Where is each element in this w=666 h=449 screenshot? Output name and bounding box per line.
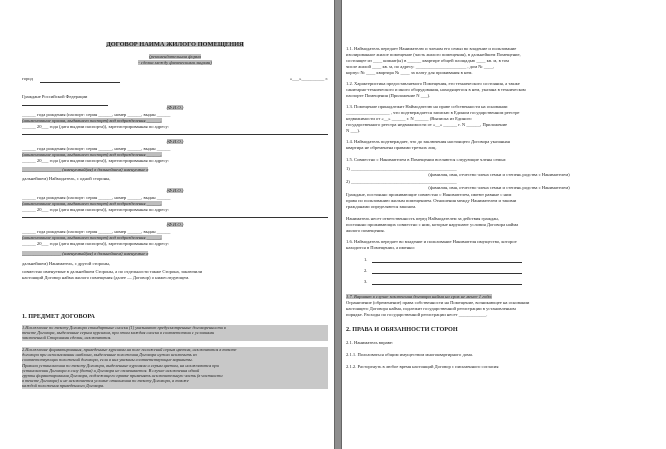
- para-1-2-line-1: 1.2. Характеристика предоставляемого Помещения, его технического состояния, а также: [346, 81, 520, 86]
- person-2-line-4: _________________ (именуемый(ая) в дальнейшем) именуемые в: [22, 167, 149, 172]
- para-1-6-line-2: находится в Помещении, а именно:: [346, 245, 416, 250]
- para-1-1-line-4: числе жилой ____ кв. м, по адресу: ______________________ , дом № ____,: [346, 64, 495, 69]
- family-member-1: 1) ______________________________________________: [346, 166, 457, 171]
- person-1-line-2: (наименование органа, выдавшего паспорт) код подразделения ______,: [22, 118, 162, 123]
- para-1-7-line-3: настоящего Договора найма, подлежит государственной регистрации в установленном: [346, 306, 516, 311]
- fio-label-3: (Ф.И.О.): [166, 188, 184, 193]
- family-text-1: Граждане, постоянно проживающие совместно с Нанимателем, имеют равные с ним: [346, 192, 512, 197]
- family-caption-2: (фамилия, имя, отчество члена семьи и степень родства с Нанимателем): [428, 185, 570, 190]
- para-1-4-line-2: квартира не обременена правами третьих лиц.: [346, 145, 437, 150]
- city-underline: [40, 82, 120, 83]
- para-2-1-1: 2.1.1. Пользоваться общим имуществом многоквартирного дома.: [346, 352, 474, 357]
- para-2-1-2: 2.1.2. Расторгнуть в любое время настоящий Договор с письменного согласия: [346, 364, 499, 369]
- para-1-3-line-2: ___________________ , что подтверждается записью в Едином государственном реестре: [346, 110, 520, 115]
- para-1-4-line-1: 1.4. Наймодатель подтверждает, что до заключения настоящего Договора указанная: [346, 139, 510, 144]
- family-member-2: 2) ______________________________________________: [346, 179, 457, 184]
- subtitle-line-2: - сделка между физическими лицами): [138, 60, 212, 65]
- family-caption-1: (фамилия, имя, отчество члена семьи и степень родства с Нанимателем): [428, 172, 570, 177]
- para-1-1-line-1: 1.1. Наймодатель передает Нанимателю и членам его семьи во владение и пользование: [346, 46, 517, 51]
- person-4-line-2: (наименование органа, выдавшего паспорт) код подразделения ______,: [22, 235, 162, 240]
- resp-line-1: Наниматель несет ответственность перед Наймодателем за действия граждан,: [346, 216, 499, 221]
- para-1-6-line-1: 1.6. Наймодатель передает во владение и пользование Нанимателя имущество, которое: [346, 239, 517, 244]
- fio-label-2: (Ф.И.О.): [166, 139, 184, 144]
- para-1-1-line-2: изолированное жилое помещение (часть жилого помещения), в дальнейшем Помещение,: [346, 52, 521, 57]
- para-1-1-line-3: состоящее из ____ комнат(ы) в ______ квартире общей площадью ____ кв. м, в том: [346, 58, 509, 63]
- section-1-heading: 1. ПРЕДМЕТ ДОГОВОРА: [22, 314, 95, 320]
- family-text-3: гражданами определяются законом.: [346, 204, 417, 209]
- para-1-7-line-4: порядке. Расходы по государственной регистрации несет ____________.: [346, 312, 488, 317]
- property-item-2-underline: [372, 273, 522, 274]
- instruction-note-2: 2.Исключение форматирования, приведенные курсивом на поле положений серым цветом, исключаются в тексте договора при использовании шаблона, выделенные положения Договора нужно исключить из соответствующих положений договора, если в них указаны соответствующие варианты. Правила установления по тексту Договора, выделенные курсивом и серым цветом, на исключаются при установлении Договора в силу (дата) и Договора не оплачивается. В случае исключения одной группы форматирования Договора, подлежащего правке применять исключительную часть (в частности в тексте Договора) и не исключается условие отношения по тексту Договора, а также каждой положения приведенного Договора.: [22, 347, 328, 389]
- date-line: «___»__________ г.: [289, 76, 328, 81]
- person-3-line-1: ______ года рождения (паспорт: серия ______, номер ______, выдан ______: [22, 195, 171, 200]
- resp-line-2: постоянно проживающих совместно с ним, которые нарушают условия Договора найма: [346, 222, 519, 227]
- para-1-3-line-3: недвижимости от «__» ______ г. N ______ (Выписка из Единого: [346, 116, 472, 121]
- property-item-1-underline: [372, 262, 522, 263]
- person-1-line-3: ______ 20___ года (дата выдачи паспорта)), зарегистрированная по адресу:: [22, 124, 169, 129]
- person-2-line-1: ______ года рождения (паспорт: серия ______, номер ______, выдан ______: [22, 146, 171, 151]
- para-1-1-line-5: корпус № ____ квартира № ____ за плату для проживания в нем.: [346, 70, 473, 75]
- para-1-7-line-2: Ограничение (обременение) права собственности на Помещение, возникающее на основании: [346, 300, 530, 305]
- person-2-line-2: (наименование органа, выдавшего паспорт) код подразделения ______,: [22, 152, 162, 157]
- person-4-line-6: совместно именуемые в дальнейшем Стороны, а по отдельности также Сторона, заключили: [22, 269, 203, 274]
- property-item-3: 3.: [364, 279, 368, 284]
- para-2-1: 2.1. Наниматель вправе:: [346, 340, 394, 345]
- page-divider: [334, 0, 342, 449]
- resp-line-3: жилого помещения.: [346, 228, 385, 233]
- person-4-line-4: _________________ (именуемый(ая) в дальнейшем) именуемые в: [22, 251, 149, 256]
- subtitle-line-1: (рекомендательная форма: [149, 54, 201, 59]
- person-4-line-5: дальнейшем) Наниматель, с другой стороны,: [22, 261, 111, 266]
- person-2-line-3: ______ 20___ года (дата выдачи паспорта)), зарегистрированная по адресу:: [22, 158, 169, 163]
- city-label: город: [22, 76, 33, 81]
- fio-label-4: (Ф.И.О.): [166, 222, 184, 227]
- document-page-right: [346, 18, 652, 449]
- fio-underline-1: [22, 105, 108, 106]
- person-4-line-1: ______ года рождения (паспорт: серия ______, номер ______, выдан ______: [22, 229, 171, 234]
- property-item-2: 2.: [364, 268, 368, 273]
- para-1-3-line-1: 1.3. Помещение принадлежит Наймодателю на праве собственности на основании: [346, 104, 508, 109]
- person-1-line-1: ______ года рождения (паспорт: серия ______, номер ______, выдан ______: [22, 112, 171, 117]
- address-underline-3: [22, 217, 328, 218]
- para-1-3-line-4: государственного реестра недвижимости от «__» ______ г. N ______, Приложение: [346, 122, 508, 127]
- instruction-note-1: 1.Исключение по тексту Договора стандартные сноски (1) указывают предусмотренные договоренности в тексте Договора, выделенные серым курсивом, при этом каждая сноска в соответствии с условиями заключенной Сторонами сделки, исключаются.: [22, 325, 328, 341]
- person-4-line-3: ______ 20___ года (дата выдачи паспорта)), зарегистрированная по адресу:: [22, 241, 169, 246]
- para-1-5: 1.5. Совместно с Нанимателем в Помещении вселяются следующие члены семьи:: [346, 157, 507, 162]
- contract-title: ДОГОВОР НАЙМА ЖИЛОГО ПОМЕЩЕНИЯ: [106, 42, 244, 48]
- para-1-2-line-3: паспорте Помещения (Приложение N ___).: [346, 93, 431, 98]
- document-page-left: [22, 18, 328, 449]
- para-1-2-line-2: санитарно-технического и иного оборудования, находящегося в нем, указана в техническом: [346, 87, 526, 92]
- citizen-header: Граждане Российской Федерации: [22, 94, 88, 99]
- address-underline-1: [22, 134, 328, 135]
- person-3-line-3: ______ 20___ года (дата выдачи паспорта)), зарегистрированная по адресу:: [22, 207, 169, 212]
- person-2-line-5: дальнейшем) Наймодатель, с одной стороны,: [22, 176, 111, 181]
- fio-label-1: (Ф.И.О.): [166, 105, 184, 110]
- family-text-2: права по пользованию жилым помещением. Отношения между Нанимателем и такими: [346, 198, 517, 203]
- person-4-line-7: настоящий Договор найма жилого помещения (далее — Договор) о нижеследующем.: [22, 275, 190, 280]
- para-1-3-line-5: N ___).: [346, 128, 361, 133]
- property-item-3-underline: [372, 284, 522, 285]
- section-2-heading: 2. ПРАВА И ОБЯЗАННОСТИ СТОРОН: [346, 327, 458, 333]
- property-item-1: 1.: [364, 257, 368, 262]
- person-3-line-2: (наименование органа, выдавшего паспорт) код подразделения ______,: [22, 201, 162, 206]
- para-1-7-line-1: 1.7. Вариант в случае заключения договора найма на срок не менее 1 года:: [346, 294, 493, 299]
